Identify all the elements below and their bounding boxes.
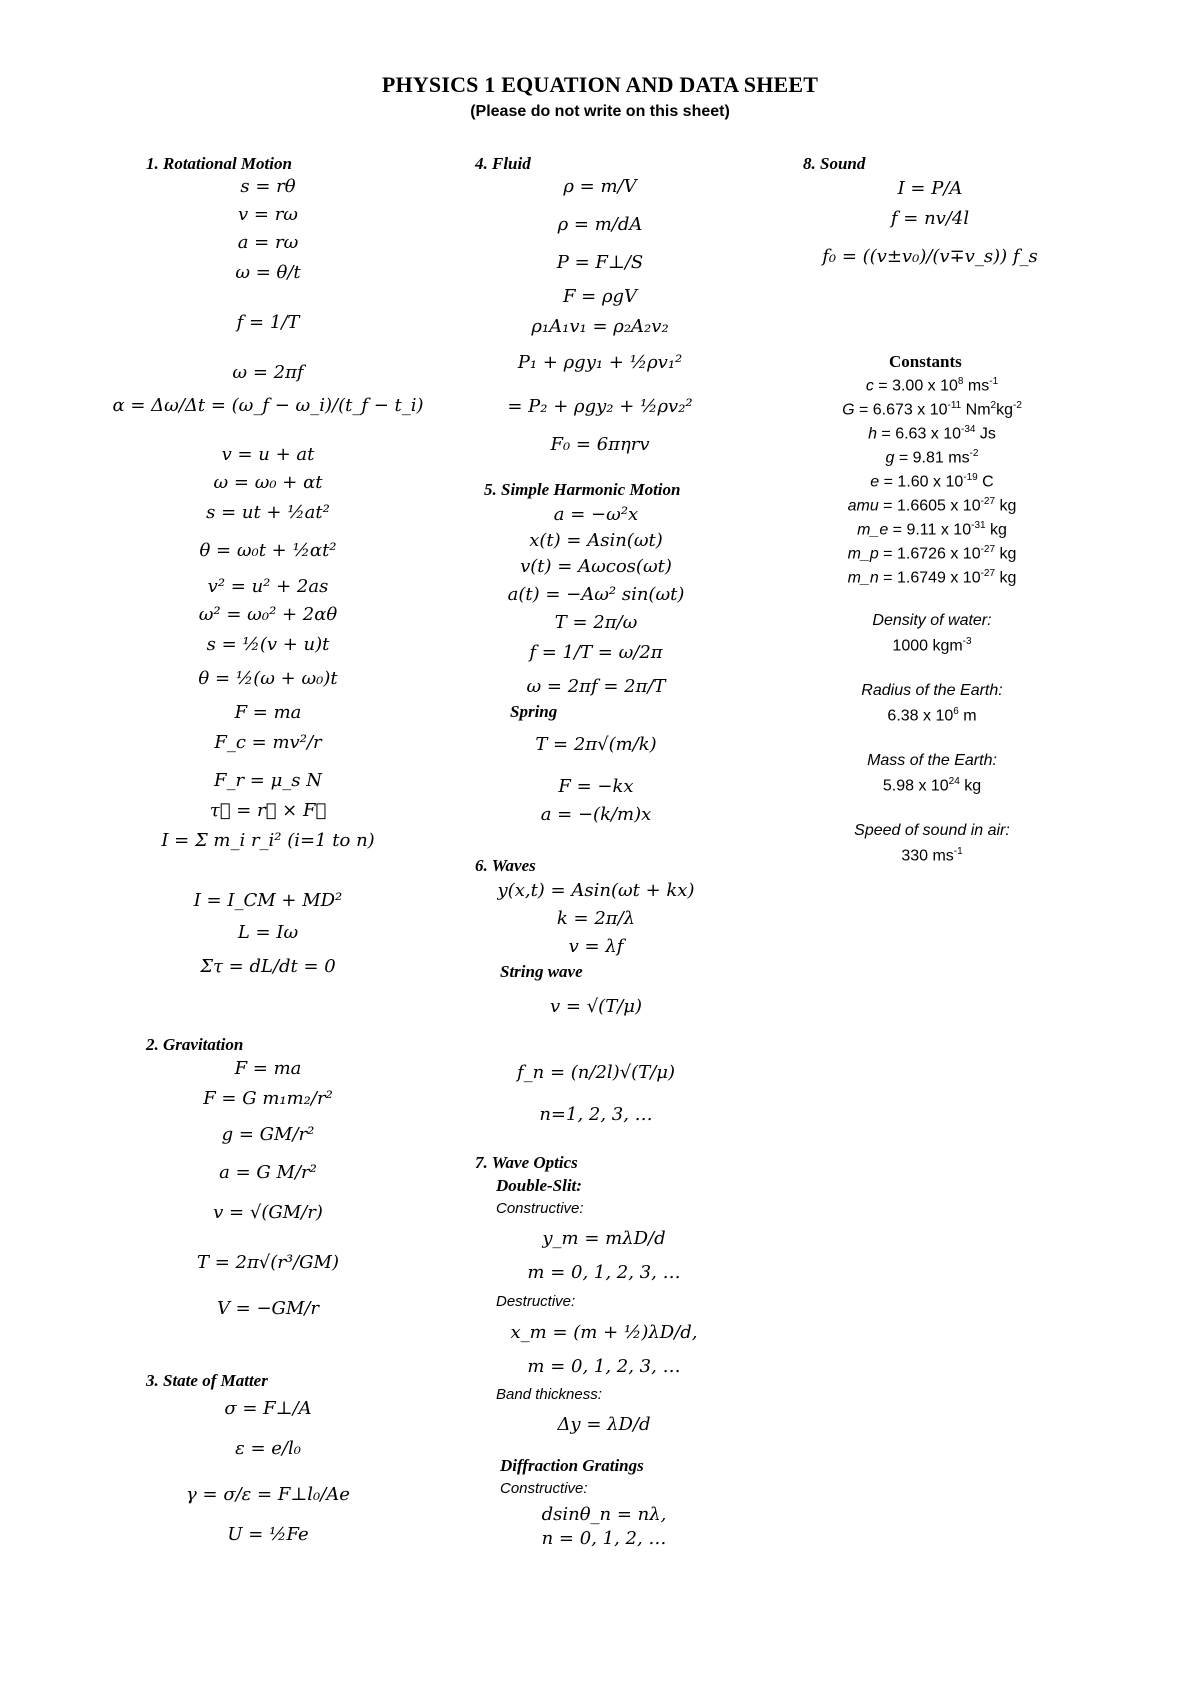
equation: f = 1/T = ω/2π bbox=[529, 642, 663, 663]
equation: s = rθ bbox=[240, 176, 296, 197]
exponent: -27 bbox=[980, 544, 996, 555]
equation: γ = σ/ε = F⊥l₀/Ae bbox=[186, 1484, 350, 1505]
section-heading-waves: 6. Waves bbox=[475, 856, 536, 875]
constant-row: amu = 1.6605 x $10^{-27}$ kg bbox=[847, 496, 1017, 515]
equation: a = −ω²x bbox=[553, 504, 639, 525]
equation: n=1, 2, 3, … bbox=[539, 1104, 653, 1125]
equation: F = ma bbox=[234, 702, 302, 723]
gratings-constructive-label: Constructive: bbox=[500, 1480, 588, 1497]
exponent: -2 bbox=[969, 448, 979, 459]
exponent: 8 bbox=[957, 376, 964, 387]
equation: ω² = ω₀² + 2αθ bbox=[198, 604, 338, 625]
constant-symbol: c bbox=[865, 377, 879, 395]
equation: m = 0, 1, 2, 3, … bbox=[527, 1262, 681, 1283]
equation: v = √(T/μ) bbox=[550, 996, 642, 1017]
equation: P₁ + ρgy₁ + ½ρv₁² bbox=[517, 352, 683, 373]
equation: v = u + at bbox=[221, 444, 315, 465]
constants-heading: Constants bbox=[889, 352, 962, 371]
equation: v(t) = Aωcos(ωt) bbox=[520, 556, 672, 577]
equation: v = rω bbox=[238, 204, 298, 225]
equation: f = nv/4l bbox=[890, 208, 970, 229]
equation: F_c = mv²/r bbox=[214, 732, 322, 753]
equation: F₀ = 6πηrv bbox=[550, 434, 650, 455]
double-slit-heading: Double-Slit: bbox=[496, 1176, 582, 1195]
page-title: PHYSICS 1 EQUATION AND DATA SHEET bbox=[381, 72, 819, 97]
equation: ω = θ/t bbox=[235, 262, 301, 283]
equation: dsinθ_n = nλ, bbox=[541, 1504, 667, 1525]
section-heading-optics: 7. Wave Optics bbox=[475, 1153, 578, 1172]
exponent: 2 bbox=[990, 400, 997, 411]
spring-heading: Spring bbox=[510, 702, 558, 721]
equation: F = −kx bbox=[558, 776, 634, 797]
equation: s = ut + ½at² bbox=[206, 502, 330, 523]
equation: I = Σ m_i r_i² (i=1 to n) bbox=[161, 830, 375, 851]
exponent: -3 bbox=[962, 636, 972, 647]
equation: L = Iω bbox=[237, 922, 299, 943]
constant-symbol: amu bbox=[847, 497, 884, 515]
constant-symbol: G bbox=[842, 401, 859, 419]
constant-row: h = 6.63 x $10^{-34}$ Js bbox=[868, 424, 996, 443]
equation: x_m = (m + ½)λD/d, bbox=[510, 1322, 698, 1343]
constant-note-label: Mass of the Earth: bbox=[867, 752, 997, 769]
constant-symbol: h bbox=[868, 425, 882, 443]
equation: v = √(GM/r) bbox=[213, 1202, 323, 1223]
equation: τ⃗ = r⃗ × F⃗ bbox=[209, 800, 327, 821]
equation: v = λf bbox=[568, 936, 624, 957]
equation: θ = ½(ω + ω₀)t bbox=[198, 668, 338, 689]
equation: ω = 2πf = 2π/T bbox=[526, 676, 666, 697]
equation: = P₂ + ρgy₂ + ½ρv₂² bbox=[507, 396, 693, 417]
equation: I = P/A bbox=[897, 178, 963, 199]
constant-note-value: 6.38 x $10^6$ m bbox=[887, 706, 977, 725]
destructive-label: Destructive: bbox=[496, 1293, 576, 1310]
equation: T = 2π√(m/k) bbox=[535, 734, 657, 755]
equation: y(x,t) = Asin(ωt + kx) bbox=[497, 880, 695, 901]
constant-row: m_e = 9.11 x $10^{-31}$ kg bbox=[857, 520, 1007, 539]
equation: ω = ω₀ + αt bbox=[213, 472, 323, 493]
exponent: -31 bbox=[971, 520, 986, 531]
equation: f_n = (n/2l)√(T/μ) bbox=[517, 1062, 675, 1083]
exponent: -34 bbox=[961, 424, 976, 435]
equation: U = ½Fe bbox=[227, 1524, 309, 1545]
equation: Στ = dL/dt = 0 bbox=[200, 956, 336, 977]
section-heading-fluid: 4. Fluid bbox=[475, 154, 531, 173]
exponent: -11 bbox=[947, 400, 962, 411]
equation: a(t) = −Aω² sin(ωt) bbox=[507, 584, 685, 605]
equation: ρ = m/dA bbox=[557, 214, 643, 235]
exponent: -1 bbox=[953, 846, 963, 857]
equation: s = ½(v + u)t bbox=[206, 634, 330, 655]
constant-symbol: m_e bbox=[857, 521, 893, 539]
equation: k = 2π/λ bbox=[556, 908, 636, 929]
equation: a = −(k/m)x bbox=[540, 804, 652, 825]
equation: ρ = m/V bbox=[563, 176, 637, 197]
equation: v² = u² + 2as bbox=[207, 576, 329, 597]
equation: f₀ = ((v±v₀)/(v∓v_s)) f_s bbox=[822, 246, 1038, 267]
equation: V = −GM/r bbox=[216, 1298, 320, 1319]
equation: m = 0, 1, 2, 3, … bbox=[527, 1356, 681, 1377]
section-heading-rotational: 1. Rotational Motion bbox=[146, 154, 292, 173]
equation: n = 0, 1, 2, … bbox=[541, 1528, 667, 1549]
equation: f = 1/T bbox=[236, 312, 300, 333]
equation: F_r = μ_s N bbox=[213, 770, 323, 791]
exponent: -1 bbox=[989, 376, 999, 387]
constant-note-value: 5.98 x $10^{24}$ kg bbox=[882, 776, 982, 795]
diffraction-gratings-heading: Diffraction Gratings bbox=[500, 1456, 644, 1475]
exponent: -27 bbox=[980, 496, 996, 507]
equation: F = ρgV bbox=[562, 286, 638, 307]
exponent: -19 bbox=[963, 472, 978, 483]
section-heading-gravitation: 2. Gravitation bbox=[146, 1035, 244, 1054]
constant-symbol: e bbox=[870, 473, 884, 491]
equation: F = G m₁m₂/r² bbox=[203, 1088, 333, 1109]
section-heading-shm: 5. Simple Harmonic Motion bbox=[484, 480, 681, 499]
constant-note-value: 1000 kgm$^{-3}$ bbox=[892, 636, 972, 655]
equation: Δy = λD/d bbox=[557, 1414, 651, 1435]
constant-row: m_p = 1.6726 x $10^{-27}$ kg bbox=[847, 544, 1017, 563]
exponent: 24 bbox=[948, 776, 960, 787]
string-wave-heading: String wave bbox=[500, 962, 583, 981]
constant-row: e = 1.60 x $10^{-19}$ C bbox=[870, 472, 994, 491]
equation: a = G M/r² bbox=[219, 1162, 317, 1183]
constant-note-label: Density of water: bbox=[872, 612, 992, 629]
constant-row: m_n = 1.6749 x $10^{-27}$ kg bbox=[847, 568, 1017, 587]
equation: y_m = mλD/d bbox=[542, 1228, 666, 1249]
constant-row: G = 6.673 x $10^{-11}$ $Nm^2kg^{-2}$ bbox=[842, 400, 1022, 419]
equation: α = Δω/Δt = (ω_f − ω_i)/(t_f − t_i) bbox=[112, 395, 424, 416]
section-heading-sound: 8. Sound bbox=[803, 154, 866, 173]
equation: ε = e/l₀ bbox=[235, 1438, 301, 1459]
equation: σ = F⊥/A bbox=[224, 1398, 312, 1419]
equation: g = GM/r² bbox=[221, 1124, 315, 1145]
constant-symbol: m_n bbox=[847, 569, 884, 587]
equation: T = 2π/ω bbox=[554, 612, 638, 633]
exponent: -2 bbox=[1013, 400, 1022, 411]
section-heading-matter: 3. State of Matter bbox=[146, 1371, 268, 1390]
equation: ω = 2πf bbox=[232, 362, 304, 383]
equation: x(t) = Asin(ωt) bbox=[529, 530, 663, 551]
band-thickness-label: Band thickness: bbox=[496, 1386, 602, 1403]
equation: ρ₁A₁v₁ = ρ₂A₂v₂ bbox=[531, 316, 669, 337]
equation: a = rω bbox=[237, 232, 299, 253]
page-subtitle: (Please do not write on this sheet) bbox=[470, 103, 730, 120]
equation: θ = ω₀t + ½αt² bbox=[199, 540, 337, 561]
constant-symbol: m_p bbox=[847, 545, 884, 563]
exponent: -27 bbox=[980, 568, 996, 579]
constant-row: g = 9.81 $ms^{-2}$ bbox=[885, 448, 979, 467]
equation: I = I_CM + MD² bbox=[193, 890, 343, 911]
constant-symbol: g bbox=[885, 449, 899, 467]
constant-note-label: Radius of the Earth: bbox=[861, 682, 1003, 699]
equation: P = F⊥/S bbox=[556, 252, 644, 273]
constant-row: c = 3.00 x $10^8$ $ms^{-1}$ bbox=[865, 376, 999, 395]
exponent: 6 bbox=[953, 706, 959, 717]
constructive-label: Constructive: bbox=[496, 1200, 584, 1217]
constant-note-label: Speed of sound in air: bbox=[854, 822, 1010, 839]
equation: T = 2π√(r³/GM) bbox=[196, 1252, 340, 1273]
constant-note-value: 330 $ms^{-1}$ bbox=[901, 846, 963, 865]
equation: F = ma bbox=[234, 1058, 302, 1079]
